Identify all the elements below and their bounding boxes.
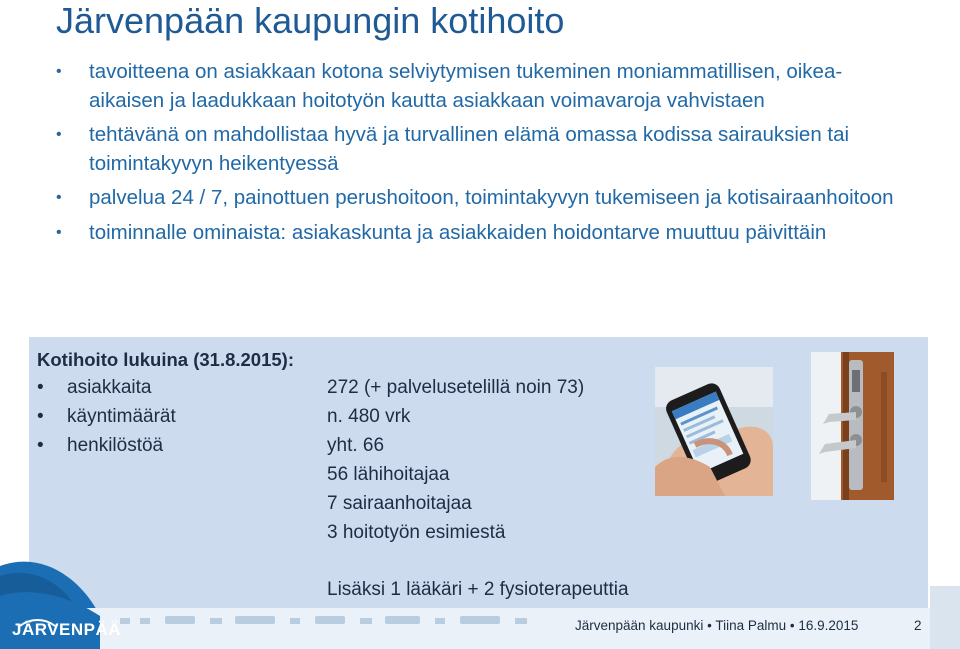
- stat-value-clients: 272 (+ palvelusetelillä noin 73): [327, 377, 585, 398]
- stat-value-visits: n. 480 vrk: [327, 406, 411, 427]
- footer-decoration: [0, 556, 960, 649]
- staff-nurses: 7 sairaanhoitajaa: [327, 493, 472, 514]
- bullet-icon: •: [37, 377, 44, 398]
- bullet-list: [56, 58, 916, 253]
- bullet-item: • toiminnalle ominaista: asiakaskunta ja asiakkaiden hoidontarve muuttuu päivittäin: [56, 219, 916, 248]
- bullet-icon: •: [56, 63, 62, 80]
- phone-in-hand-image: [655, 367, 773, 496]
- stat-label-clients: • asiakkaita: [37, 377, 152, 398]
- phone-in-hand-icon: [655, 367, 773, 496]
- bullet-item: • tehtävänä on mahdollistaa hyvä ja turvallinen elämä omassa kodissa sairauksien tai toimintakyvyn heikentyessä: [56, 123, 850, 175]
- bullet-icon: •: [56, 189, 62, 206]
- bullet-item: • tavoitteena on asiakkaan kotona selviytymisen tukeminen moniammatillisen, oikea-aikaisen ja laadukkaan hoitotyön kautta asiakkaan voimavaroja vahvistaen: [56, 60, 843, 112]
- footer-logo: JÄRVENPÄÄ: [12, 620, 122, 639]
- bullet-icon: •: [37, 435, 44, 456]
- door-lock-image: [811, 352, 894, 500]
- bullet-icon: •: [56, 126, 62, 143]
- stats-box-title: Kotihoito lukuina (31.8.2015):: [37, 349, 294, 370]
- slide-title: Järvenpään kaupungin kotihoito: [56, 0, 565, 41]
- stat-label-staff: • henkilöstöä: [37, 435, 164, 456]
- bullet-item: • palvelua 24 / 7, painottuen perushoitoon, toimintakyvyn tukemiseen ja kotisairaanhoitoon: [56, 184, 916, 213]
- page-number: 2: [914, 618, 922, 633]
- stats-extra: Lisäksi 1 lääkäri + 2 fysioterapeuttia: [327, 579, 629, 600]
- staff-practical-nurses: 56 lähihoitajaa: [327, 464, 450, 485]
- footer-text: Järvenpään kaupunki • Tiina Palmu • 16.9.2015: [575, 618, 859, 633]
- bullet-icon: •: [37, 406, 44, 427]
- stat-value-staff: yht. 66: [327, 435, 385, 456]
- staff-supervisors: 3 hoitotyön esimiestä: [327, 522, 506, 543]
- door-lock-icon: [811, 352, 894, 500]
- bullet-icon: •: [56, 223, 62, 241]
- stat-label-visits: • käyntimäärät: [37, 406, 176, 427]
